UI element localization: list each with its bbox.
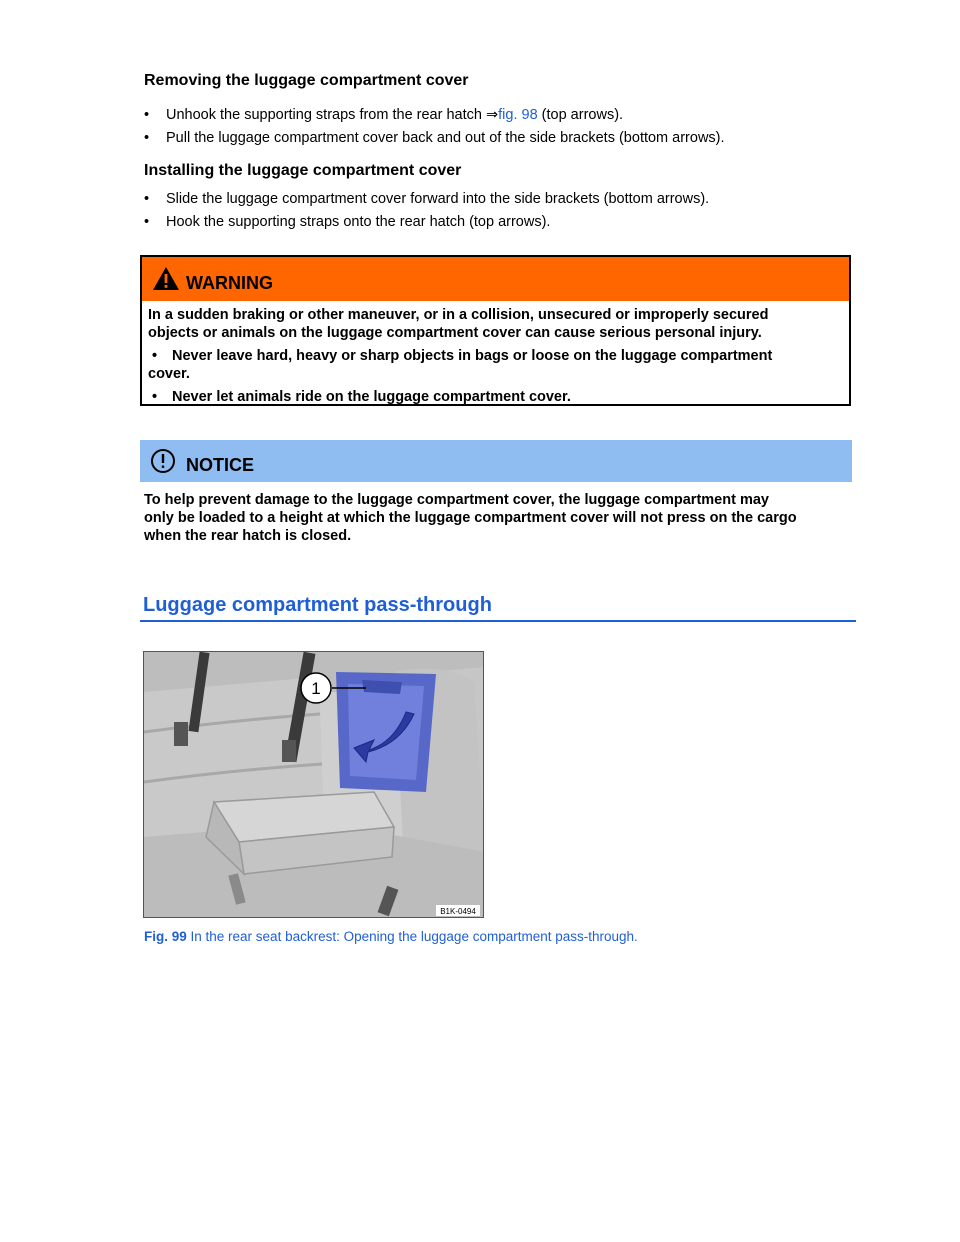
fig-98-link[interactable]: fig. 98	[498, 107, 538, 123]
bullet-text: Unhook the supporting straps from the rear hatch ⇒	[166, 107, 499, 123]
bullet-dot: •	[144, 107, 150, 123]
notice-title: NOTICE	[186, 455, 255, 475]
notice-text-line: To help prevent damage to the luggage compartment cover, the luggage compartment may	[144, 492, 769, 508]
warning-box	[140, 255, 851, 406]
exclamation-circle-icon	[150, 448, 176, 474]
figure-code: B1K-0494	[440, 907, 476, 916]
warning-triangle-icon	[152, 266, 180, 291]
bullet-dot: •	[152, 348, 158, 364]
installing-heading: Installing the luggage compartment cover	[144, 162, 462, 179]
bullet-text: (top arrows).	[537, 107, 624, 123]
figure-illustration	[143, 651, 484, 918]
caption-text: In the rear seat backrest: Opening the luggage compartment pass-through.	[186, 929, 638, 944]
warning-title: WARNING	[186, 273, 273, 293]
warning-intro-line: objects or animals on the luggage compartment cover can cause serious personal injury.	[148, 325, 762, 341]
bullet-text: Hook the supporting straps onto the rear hatch (top arrows).	[166, 214, 551, 230]
bullet-dot: •	[144, 130, 150, 146]
rear-seat-illustration	[144, 652, 484, 918]
warning-intro-line: In a sudden braking or other maneuver, or in a collision, unsecured or improperly secured	[148, 307, 769, 323]
notice-text-line: only be loaded to a height at which the luggage compartment cover will not press on the cargo	[144, 510, 797, 526]
caption-label: Fig. 99	[144, 929, 187, 944]
bullet-text: Slide the luggage compartment cover forward into the side brackets (bottom arrows).	[166, 191, 710, 207]
removing-heading: Removing the luggage compartment cover	[144, 72, 469, 89]
section-title: Luggage compartment pass-through	[143, 594, 492, 616]
notice-header	[140, 440, 852, 482]
warning-bullet-line: Never let animals ride on the luggage compartment cover.	[172, 389, 571, 405]
section-divider	[140, 620, 856, 622]
bullet-dot: •	[144, 214, 150, 230]
figure-callout-number: 1	[311, 679, 321, 698]
bullet-dot: •	[144, 191, 150, 207]
bullet-dot: •	[152, 389, 158, 405]
warning-bullet-line: cover.	[148, 366, 190, 382]
figure-caption	[144, 929, 638, 944]
notice-text-line: when the rear hatch is closed.	[144, 528, 352, 544]
bullet-text: Pull the luggage compartment cover back and out of the side brackets (bottom arrows).	[166, 130, 725, 146]
warning-header	[142, 257, 849, 301]
warning-bullet-line: Never leave hard, heavy or sharp objects in bags or loose on the luggage compartment	[172, 348, 773, 364]
